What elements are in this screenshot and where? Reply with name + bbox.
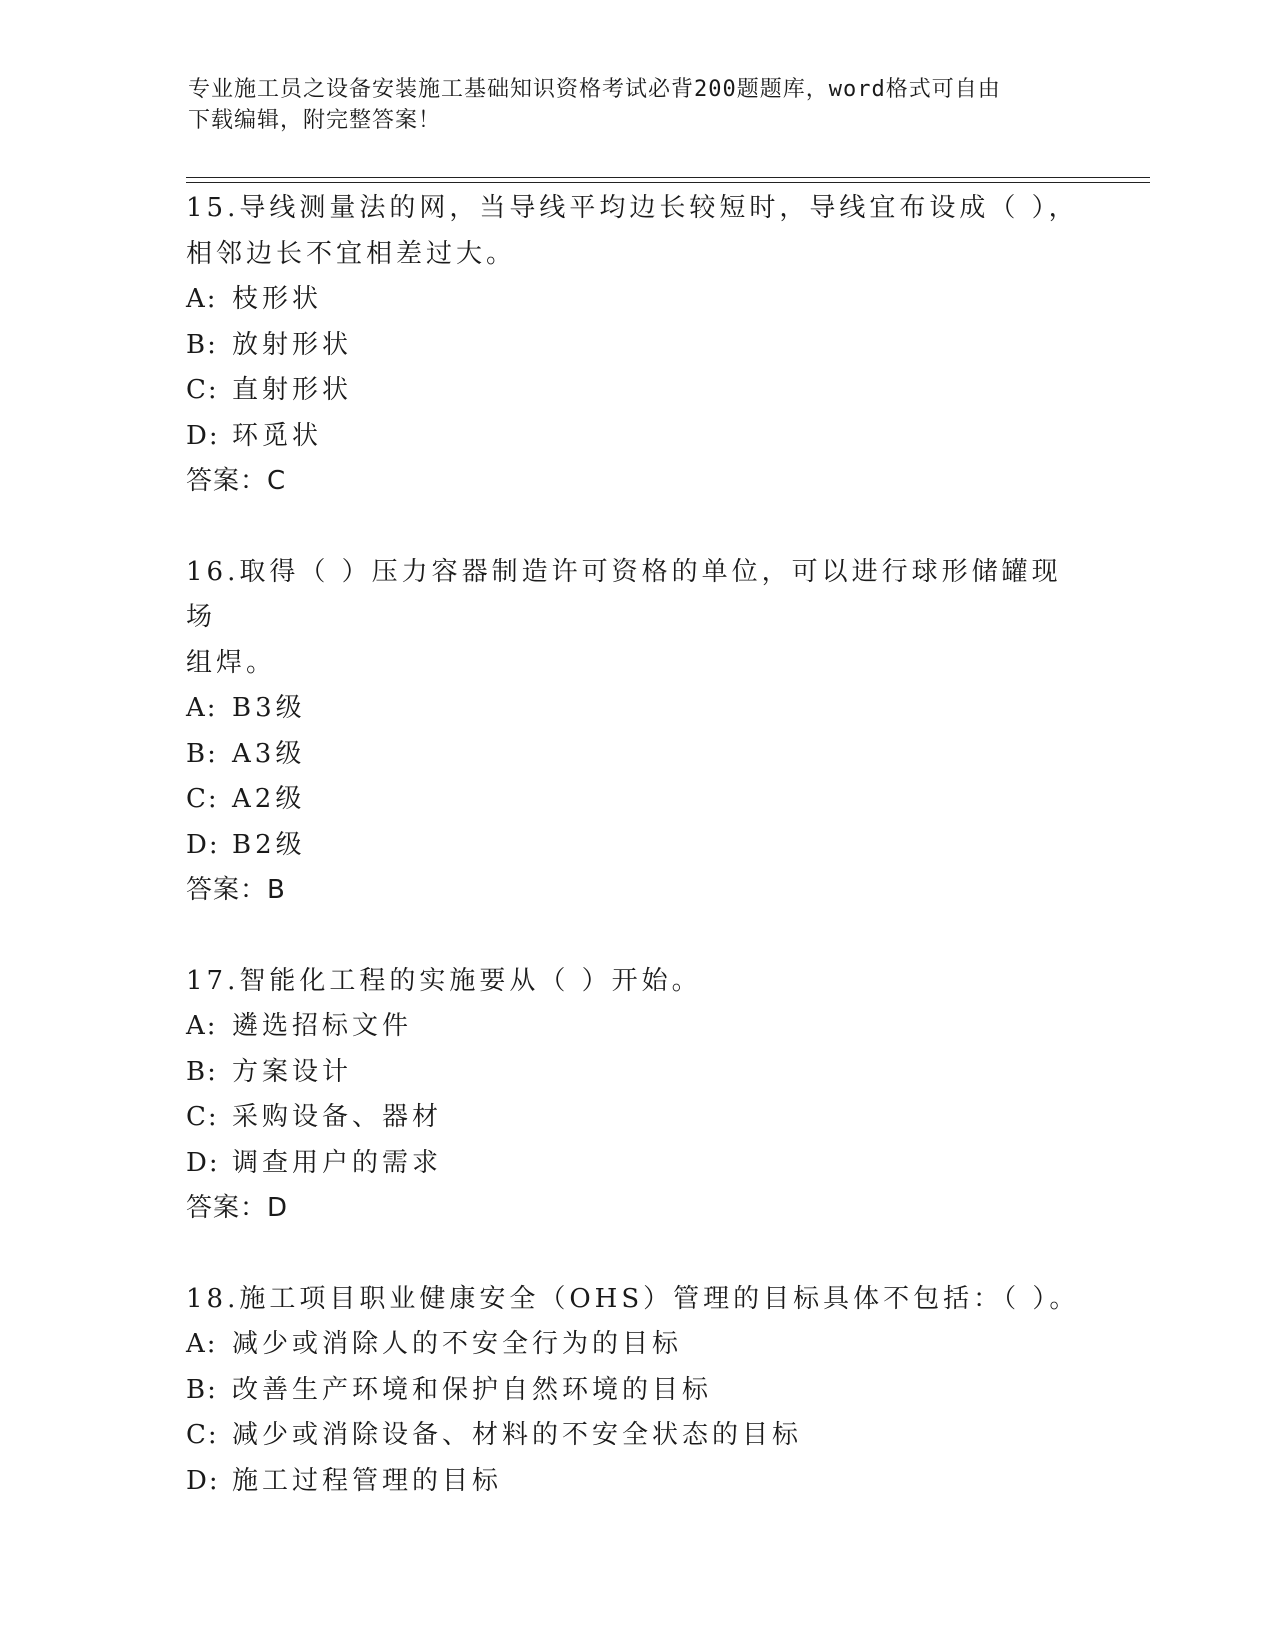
option-label: C:	[186, 784, 219, 814]
option-label: B:	[186, 329, 218, 360]
question-text-line: 相邻边长不宜相差过大。	[186, 238, 517, 269]
option-text: 环觅状	[232, 420, 323, 451]
question-15	[186, 186, 1086, 505]
option-label: D:	[186, 420, 220, 451]
option-label: B:	[186, 738, 218, 769]
option-label: C:	[186, 375, 219, 405]
option-text: A2级	[232, 784, 306, 814]
option-text: 减少或消除人的不安全行为的目标	[232, 1329, 683, 1359]
option-text: 采购设备、器材	[232, 1102, 443, 1132]
header-line-2: 下载编辑，附完整答案！	[188, 108, 442, 133]
answer-line: 答案：C	[186, 466, 287, 496]
option-text: 改善生产环境和保护自然环境的目标	[232, 1374, 713, 1405]
option-text: 放射形状	[232, 329, 353, 360]
option-b	[186, 323, 1086, 369]
option-b	[186, 1368, 1086, 1414]
question-18	[186, 1277, 1086, 1505]
question-text-line: 16.取得（ ）压力容器制造许可资格的单位，可以进行球形储罐现场	[186, 556, 1062, 632]
option-a	[186, 1004, 1086, 1050]
option-b	[186, 1050, 1086, 1096]
option-d	[186, 1459, 1086, 1505]
option-label: A:	[186, 693, 218, 723]
question-16	[186, 550, 1086, 914]
question-text-line: 15.导线测量法的网，当导线平均边长较短时，导线宜布设成（ ），	[186, 193, 1079, 223]
spacer	[186, 505, 1086, 550]
option-label: A:	[186, 1329, 218, 1359]
option-text: B2级	[232, 829, 306, 860]
option-c	[186, 1095, 1086, 1141]
option-text: 施工过程管理的目标	[232, 1465, 503, 1496]
option-text: 调查用户的需求	[232, 1147, 443, 1178]
option-label: B:	[186, 1056, 218, 1087]
question-17	[186, 959, 1086, 1232]
option-b	[186, 732, 1086, 778]
option-label: C:	[186, 1420, 219, 1450]
header-rule-top	[186, 177, 1150, 178]
option-label: D:	[186, 1147, 220, 1178]
document-header	[188, 74, 1068, 136]
option-c	[186, 368, 1086, 414]
option-label: D:	[186, 829, 220, 860]
option-text: 方案设计	[232, 1056, 353, 1087]
option-text: A3级	[232, 738, 306, 769]
option-text: 遴选招标文件	[232, 1011, 413, 1041]
option-a	[186, 1322, 1086, 1368]
option-d	[186, 1141, 1086, 1187]
option-d	[186, 823, 1086, 869]
option-label: C:	[186, 1102, 219, 1132]
option-c	[186, 777, 1086, 823]
header-line-1: 专业施工员之设备安装施工基础知识资格考试必背200题题库，word格式可自由	[188, 77, 1001, 102]
spacer	[186, 1232, 1086, 1277]
option-label: A:	[186, 1011, 218, 1041]
option-c	[186, 1413, 1086, 1459]
question-text-line: 17.智能化工程的实施要从（ ）开始。	[186, 965, 702, 996]
option-text: 减少或消除设备、材料的不安全状态的目标	[232, 1420, 803, 1450]
question-text-line: 18.施工项目职业健康安全（OHS）管理的目标具体不包括：（ ）。	[186, 1283, 1080, 1314]
option-text: B3级	[232, 693, 306, 723]
answer-line: 答案：B	[186, 875, 286, 905]
option-text: 枝形状	[232, 284, 323, 314]
option-label: B:	[186, 1374, 218, 1405]
option-label: A:	[186, 284, 218, 314]
question-list	[186, 186, 1086, 1504]
option-a	[186, 686, 1086, 732]
answer-line: 答案：D	[186, 1193, 289, 1223]
question-text-line: 组焊。	[186, 647, 277, 678]
option-a	[186, 277, 1086, 323]
spacer	[186, 914, 1086, 959]
option-label: D:	[186, 1465, 220, 1496]
header-rule-bottom	[186, 182, 1150, 183]
option-d	[186, 414, 1086, 460]
option-text: 直射形状	[232, 375, 353, 405]
